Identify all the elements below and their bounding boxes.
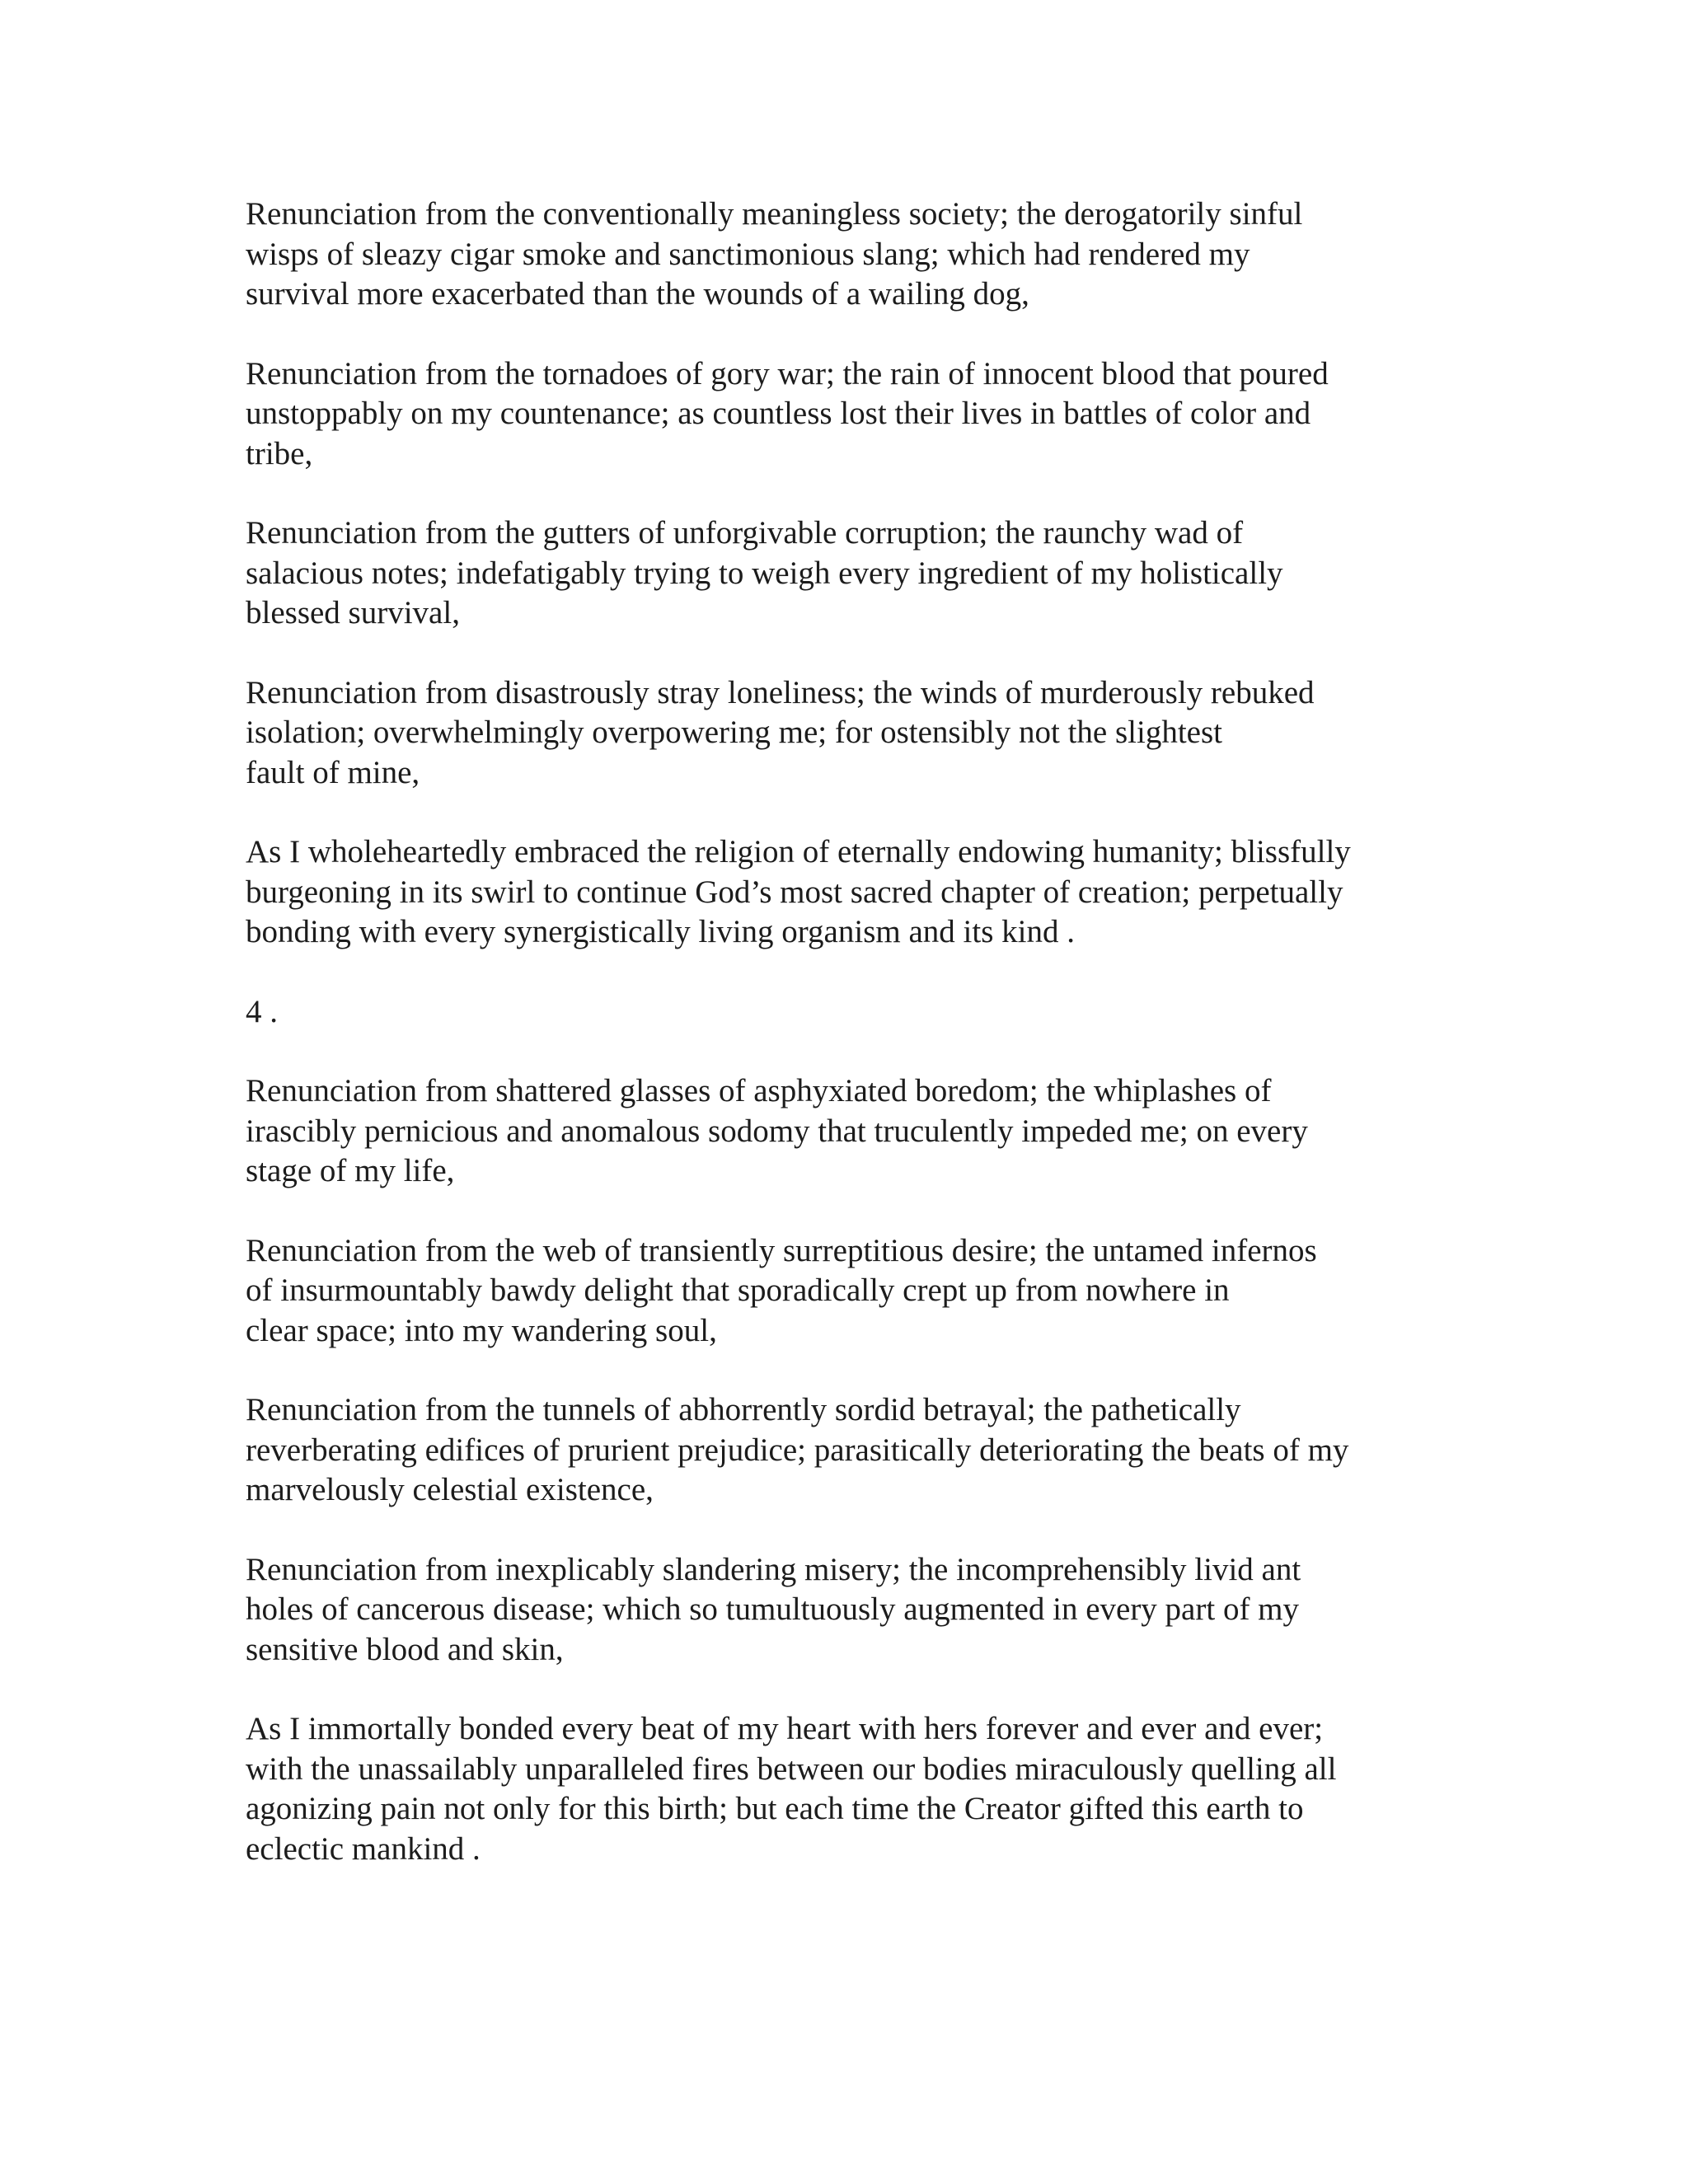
stanza-5: [246, 832, 1449, 953]
stanza-line: reverberating edifices of prurient prejudice; parasitically deteriorating the beats of my: [246, 1432, 1349, 1468]
stanza-line: survival more exacerbated than the wounds of a wailing dog,: [246, 276, 1029, 312]
stanza-line: burgeoning in its swirl to continue God’s most sacred chapter of creation; perpetually: [246, 874, 1343, 910]
stanza-line: of insurmountably bawdy delight that sporadically crept up from nowhere in: [246, 1272, 1230, 1308]
stanza-line: As I immortally bonded every beat of my heart with hers forever and ever and ever;: [246, 1711, 1324, 1746]
poem-body: [246, 194, 1449, 1909]
stanza-line: eclectic mankind .: [246, 1830, 481, 1867]
stanza-line: stage of my life,: [246, 1153, 455, 1188]
stanza-line: Renunciation from shattered glasses of asphyxiated boredom; the whiplashes of: [246, 1073, 1272, 1108]
stanza-3: [246, 513, 1449, 634]
stanza-line: marvelously celestial existence,: [246, 1472, 654, 1507]
stanza-line: Renunciation from disastrously stray loneliness; the winds of murderously rebuked: [246, 674, 1315, 710]
stanza-line: As I wholeheartedly embraced the religion of eternally endowing humanity; blissfully: [246, 834, 1351, 869]
stanza-line: Renunciation from the tornadoes of gory war; the rain of innocent blood that poured: [246, 355, 1329, 391]
stanza-10: [246, 1709, 1449, 1869]
stanza-line: agonizing pain not only for this birth; but each time the Creator gifted this earth to: [246, 1791, 1304, 1826]
stanza-line: Renunciation from inexplicably slandering misery; the incomprehensibly livid ant: [246, 1551, 1301, 1587]
stanza-7: [246, 1231, 1449, 1352]
stanza-line: blessed survival,: [246, 595, 460, 630]
section-number: 4 .: [246, 993, 278, 1029]
stanza-line: sensitive blood and skin,: [246, 1631, 564, 1667]
stanza-1: [246, 194, 1449, 315]
stanza-line: tribe,: [246, 435, 313, 471]
stanza-line: unstoppably on my countenance; as countless lost their lives in battles of color and: [246, 396, 1311, 431]
stanza-line: with the unassailably unparalleled fires between our bodies miraculously quelling all: [246, 1750, 1337, 1787]
stanza-line: fault of mine,: [246, 754, 420, 790]
stanza-line: salacious notes; indefatigably trying to weigh every ingredient of my holistically: [246, 555, 1283, 591]
stanza-line: isolation; overwhelmingly overpowering me; for ostensibly not the slightest: [246, 715, 1222, 750]
stanza-line: bonding with every synergistically living organism and its kind .: [246, 914, 1075, 949]
stanza-line: holes of cancerous disease; which so tumultuously augmented in every part of my: [246, 1591, 1300, 1627]
stanza-line: clear space; into my wandering soul,: [246, 1312, 717, 1348]
stanza-8: [246, 1390, 1449, 1511]
stanza-4: [246, 673, 1449, 794]
stanza-line: Renunciation from the conventionally meaningless society; the derogatorily sinful: [246, 196, 1303, 232]
stanza-9: [246, 1550, 1449, 1671]
stanza-2: [246, 354, 1449, 475]
stanza-6: [246, 1071, 1449, 1192]
stanza-line: Renunciation from the gutters of unforgivable corruption; the raunchy wad of: [246, 515, 1244, 551]
stanza-line: irascibly pernicious and anomalous sodomy that truculently impeded me; on every: [246, 1113, 1308, 1149]
stanza-line: Renunciation from the tunnels of abhorrently sordid betrayal; the pathetically: [246, 1392, 1241, 1427]
stanza-line: Renunciation from the web of transiently surreptitious desire; the untamed infernos: [246, 1232, 1317, 1268]
stanza-line: wisps of sleazy cigar smoke and sanctimonious slang; which had rendered my: [246, 236, 1250, 272]
